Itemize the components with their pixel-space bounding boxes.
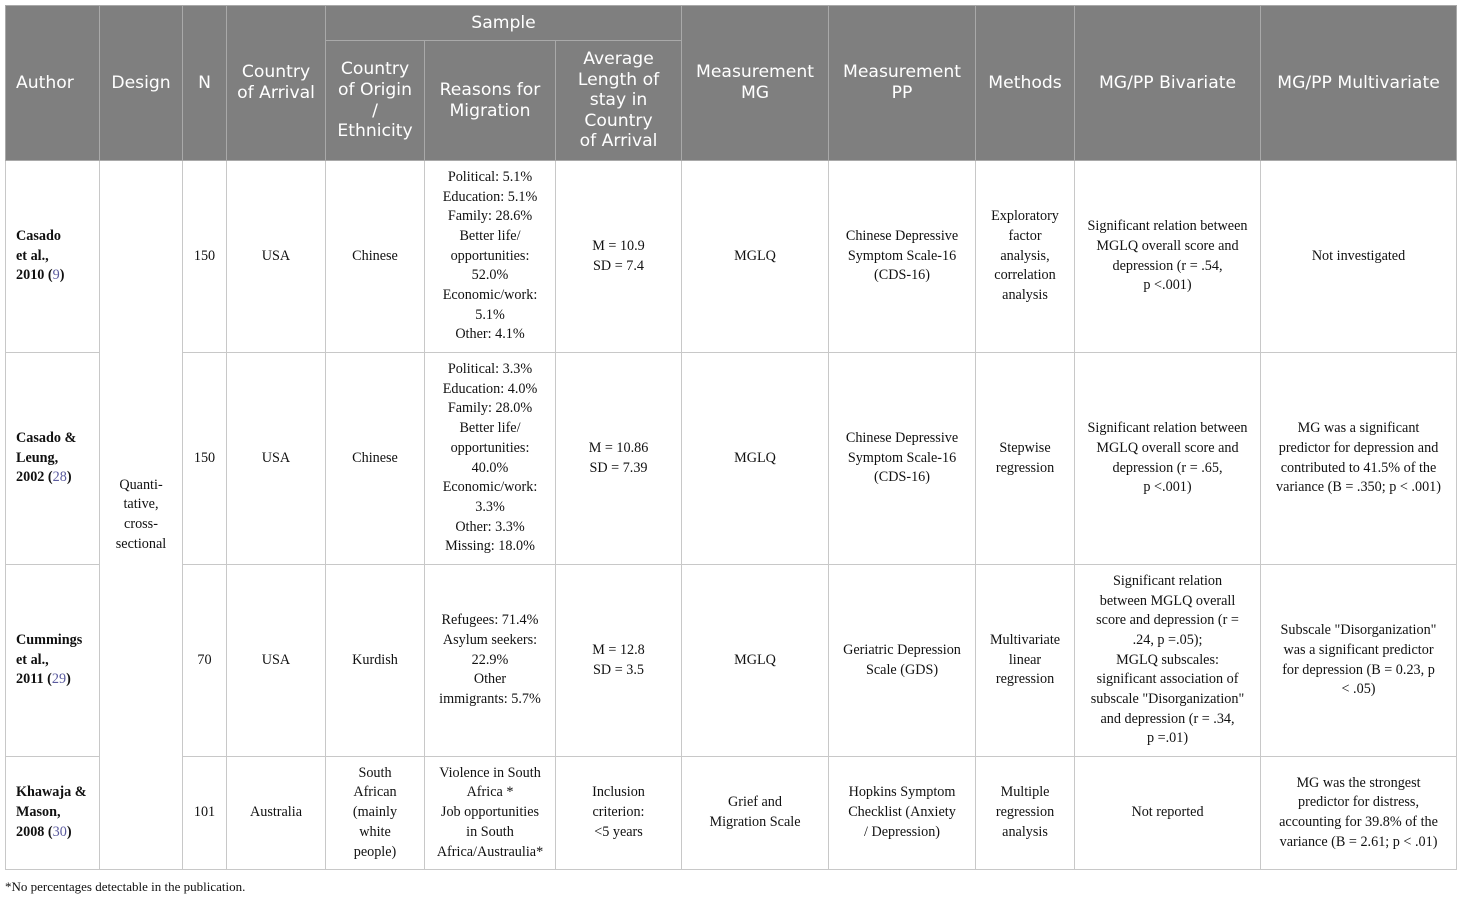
text-line: Asylum seekers: — [442, 631, 538, 648]
text-line: Missing: 18.0% — [445, 538, 535, 555]
text-line: Chinese — [352, 247, 398, 264]
text-line: Better life/ — [459, 420, 521, 437]
author-cell: Casado et al., 2010 (9) — [6, 161, 100, 353]
text-line: Scale (GDS) — [865, 661, 939, 678]
bivariate-cell — [1075, 353, 1261, 565]
text-line: Other — [473, 671, 507, 688]
text-line: people) — [353, 843, 397, 860]
text-line: Exploratory — [991, 208, 1059, 225]
header-country-of-arrival — [227, 6, 326, 161]
table-row — [6, 161, 1457, 353]
text-line: contributed to 41.5% of the — [1280, 459, 1437, 476]
header-measurement-pp — [829, 6, 976, 161]
text-line: Multiple — [1000, 784, 1050, 801]
text-line: variance (B = .350; p < .001) — [1276, 479, 1441, 496]
text-line: depression (r = .65, — [1112, 459, 1223, 476]
pp-cell — [829, 565, 976, 757]
text-line: Country — [340, 59, 410, 80]
arrival-cell: USA — [227, 353, 326, 565]
text-line: Kurdish — [352, 651, 398, 668]
text-line: Refugees: 71.4% — [441, 612, 539, 629]
arrival-cell: Australia — [227, 757, 326, 870]
reference-link[interactable]: 28 — [52, 469, 67, 486]
text-line: .24, p =.05); — [1132, 631, 1203, 648]
text-line: of Origin — [338, 79, 412, 100]
text-line: Significant relation — [1112, 572, 1223, 589]
text-line: opportunities: — [450, 439, 530, 456]
text-line: opportunities: — [450, 247, 530, 264]
table-row — [6, 757, 1457, 870]
stay-cell — [556, 757, 682, 870]
text-line: Stepwise — [999, 439, 1051, 456]
text-line: Hopkins Symptom — [848, 784, 956, 801]
text-line: Subscale "Disorganization" — [1280, 622, 1437, 639]
text-line: MGLQ — [734, 651, 776, 668]
text-line: Political: 3.3% — [447, 360, 533, 377]
text-line: Symptom Scale-16 — [847, 247, 957, 264]
text-line: MGLQ overall score and — [1096, 439, 1239, 456]
text-line: 40.0% — [471, 459, 509, 476]
stay-cell — [556, 161, 682, 353]
author-line: Casado — [16, 227, 61, 244]
text-line: Violence in South — [439, 764, 541, 781]
text-line: analysis, — [1000, 247, 1050, 264]
mg-cell — [682, 565, 829, 757]
text-line: Africa * — [466, 784, 514, 801]
text-line: / Depression) — [863, 823, 941, 840]
stay-cell — [556, 353, 682, 565]
text-line: Not investigated — [1311, 247, 1406, 264]
text-line: white — [359, 823, 391, 840]
text-line: <5 years — [594, 823, 643, 840]
text-line: South — [358, 764, 392, 781]
table-footnote: *No percentages detectable in the publication. — [5, 879, 246, 894]
reference-link[interactable]: 9 — [52, 267, 60, 284]
methods-cell — [976, 757, 1075, 870]
text-line: Other: 3.3% — [455, 518, 525, 535]
text-line: MG — [740, 83, 770, 103]
text-line: Symptom Scale-16 — [847, 449, 957, 466]
text-line: Migration — [449, 100, 531, 121]
pp-cell — [829, 161, 976, 353]
reference-link[interactable]: 29 — [51, 671, 67, 688]
text-line: SD = 7.39 — [589, 459, 648, 476]
text-line: < .05) — [1341, 681, 1376, 698]
text-line: significant association of — [1096, 671, 1239, 688]
text-line: M = 10.86 — [588, 439, 649, 456]
header-bivariate: MG/PP Bivariate — [1075, 6, 1261, 161]
header-multivariate: MG/PP Multivariate — [1261, 6, 1457, 161]
text-line: of Arrival — [579, 131, 658, 152]
studies-table — [5, 5, 1457, 870]
text-line: Africa/Austraulia* — [436, 843, 544, 860]
multivariate-cell — [1261, 161, 1457, 353]
author-cell: Casado & Leung, 2002 (28) — [6, 353, 100, 565]
bivariate-cell — [1075, 161, 1261, 353]
text-line: Education: 4.0% — [442, 380, 538, 397]
text-line: correlation — [994, 267, 1056, 284]
arrival-cell: USA — [227, 565, 326, 757]
text-line: stay in — [589, 90, 648, 111]
text-line: MGLQ — [734, 449, 776, 466]
n-cell: 150 — [183, 353, 227, 565]
text-line: sectional — [115, 535, 167, 552]
text-line: analysis — [1002, 823, 1048, 840]
text-line: of Arrival — [237, 83, 315, 103]
text-line: Ethnicity — [337, 121, 413, 142]
origin-cell — [326, 565, 425, 757]
text-line: Better life/ — [459, 227, 521, 244]
text-line: Migration Scale — [709, 814, 801, 830]
author-line: Cummings — [16, 631, 83, 648]
author-cell: Cummings et al., 2011 (29) — [6, 565, 100, 757]
text-line: African — [353, 784, 397, 801]
header-n: N — [183, 6, 227, 161]
text-line: PP — [891, 83, 913, 103]
header-reasons — [425, 41, 556, 161]
text-line: 52.0% — [471, 267, 509, 284]
author-line: et al., — [16, 247, 49, 264]
table-row — [6, 565, 1457, 757]
text-line: Quanti- — [119, 476, 163, 493]
mg-cell — [682, 353, 829, 565]
text-line: Length of — [577, 69, 660, 90]
bivariate-cell — [1075, 565, 1261, 757]
header-methods: Methods — [976, 6, 1075, 161]
methods-cell — [976, 161, 1075, 353]
text-line: cross- — [124, 516, 158, 532]
text-line: Measurement — [843, 62, 962, 83]
text-line: Chinese Depressive — [845, 227, 959, 244]
bivariate-cell — [1075, 757, 1261, 870]
text-line: p <.001) — [1143, 479, 1192, 496]
pp-cell — [829, 757, 976, 870]
text-line: (mainly — [352, 804, 398, 821]
author-line: Khawaja & — [16, 784, 87, 801]
arrival-cell: USA — [227, 161, 326, 353]
methods-cell — [976, 353, 1075, 565]
text-line: Chinese — [352, 449, 398, 466]
author-year: 2008 — [16, 823, 45, 840]
text-line: for depression (B = 0.23, p — [1282, 661, 1435, 678]
text-line: regression — [995, 671, 1055, 688]
table-row — [6, 353, 1457, 565]
multivariate-cell — [1261, 757, 1457, 870]
design-cell — [100, 161, 183, 870]
text-line: SD = 7.4 — [593, 257, 644, 274]
text-line: MGLQ — [734, 247, 776, 264]
author-year: 2011 — [16, 671, 44, 688]
header-measurement-mg — [682, 6, 829, 161]
text-line: M = 10.9 — [592, 237, 645, 254]
text-line: Family: 28.6% — [447, 208, 533, 225]
text-line: p <.001) — [1143, 277, 1192, 294]
author-line: Leung, — [16, 449, 59, 466]
header-author: Author — [6, 6, 100, 161]
text-line: score and depression (r = — [1096, 612, 1239, 629]
text-line: Significant relation between — [1087, 420, 1248, 437]
text-line: Geriatric Depression — [843, 641, 961, 658]
text-line: Family: 28.0% — [447, 400, 533, 417]
text-line: subscale "Disorganization" — [1090, 691, 1245, 708]
author-cell: Khawaja & Mason, 2008 (30) — [6, 757, 100, 870]
text-line: MGLQ overall score and — [1096, 237, 1239, 254]
text-line: Significant relation between — [1087, 218, 1248, 235]
methods-cell — [976, 565, 1075, 757]
text-line: Multivariate — [989, 631, 1061, 648]
header-origin — [326, 41, 425, 161]
text-line: Average — [583, 49, 654, 70]
mg-cell — [682, 757, 829, 870]
author-line: Casado & — [16, 429, 77, 446]
text-line: Economic/work: — [442, 287, 538, 304]
text-line: (CDS-16) — [874, 267, 930, 284]
n-cell: 150 — [183, 161, 227, 353]
text-line: MG was the strongest — [1296, 774, 1421, 791]
n-cell: 101 — [183, 757, 227, 870]
text-line: 3.3% — [475, 498, 505, 515]
text-line: and depression (r = .34, — [1100, 710, 1235, 727]
header-sample: Sample — [326, 6, 682, 41]
text-line: Country — [241, 62, 311, 83]
text-line: M = 12.8 — [592, 641, 645, 658]
origin-cell — [326, 757, 425, 870]
text-line: predictor for depression and — [1278, 439, 1439, 456]
text-line: in South — [466, 823, 514, 840]
text-line: accounting for 39.8% of the — [1279, 814, 1438, 830]
reasons-cell — [425, 161, 556, 353]
text-line: 22.9% — [471, 651, 509, 668]
text-line: (CDS-16) — [874, 469, 930, 486]
text-line: Reasons for — [439, 79, 541, 100]
text-line: Education: 5.1% — [442, 188, 538, 205]
text-line: factor — [1008, 227, 1042, 244]
text-line: tative, — [123, 496, 159, 513]
n-cell: 70 — [183, 565, 227, 757]
text-line: Chinese Depressive — [845, 429, 959, 446]
text-line: Inclusion — [592, 784, 645, 801]
text-line: Grief and — [728, 794, 782, 811]
text-line: between MGLQ overall — [1099, 592, 1236, 609]
text-line: / — [372, 100, 378, 121]
header-avg-stay — [556, 41, 682, 161]
pp-cell — [829, 353, 976, 565]
text-line: Political: 5.1% — [447, 168, 533, 185]
text-line: Not reported — [1131, 804, 1204, 821]
text-line: Checklist (Anxiety — [848, 804, 956, 821]
author-year: 2010 — [16, 267, 45, 284]
reasons-cell — [425, 353, 556, 565]
text-line: Measurement — [696, 62, 815, 83]
origin-cell — [326, 161, 425, 353]
mg-cell — [682, 161, 829, 353]
text-line: Country — [584, 110, 653, 131]
multivariate-cell — [1261, 565, 1457, 757]
reasons-cell — [425, 565, 556, 757]
author-line: et al., — [16, 651, 49, 668]
text-line: Other: 4.1% — [455, 326, 525, 343]
author-year: 2002 — [16, 469, 45, 486]
reasons-cell — [425, 757, 556, 870]
text-line: Economic/work: — [442, 479, 538, 496]
header-design: Design — [100, 6, 183, 161]
text-line: MG was a significant — [1297, 420, 1420, 437]
text-line: predictor for distress, — [1298, 794, 1419, 811]
text-line: regression — [995, 459, 1055, 476]
stay-cell — [556, 565, 682, 757]
text-line: regression — [995, 804, 1055, 821]
text-line: depression (r = .54, — [1112, 257, 1223, 274]
text-line: Job opportunities — [440, 804, 540, 821]
text-line: variance (B = 2.61; p < .01) — [1279, 833, 1438, 850]
text-line: analysis — [1002, 287, 1048, 304]
text-line: SD = 3.5 — [593, 661, 644, 678]
text-line: was a significant predictor — [1283, 641, 1434, 658]
multivariate-cell — [1261, 353, 1457, 565]
text-line: immigrants: 5.7% — [439, 691, 541, 708]
text-line: 5.1% — [475, 306, 505, 323]
text-line: criterion: — [592, 804, 645, 821]
author-line: Mason, — [16, 804, 61, 821]
text-line: linear — [1008, 651, 1042, 668]
reference-link[interactable]: 30 — [52, 823, 67, 840]
origin-cell — [326, 353, 425, 565]
text-line: p =.01) — [1146, 730, 1189, 747]
text-line: MGLQ subscales: — [1116, 651, 1219, 668]
